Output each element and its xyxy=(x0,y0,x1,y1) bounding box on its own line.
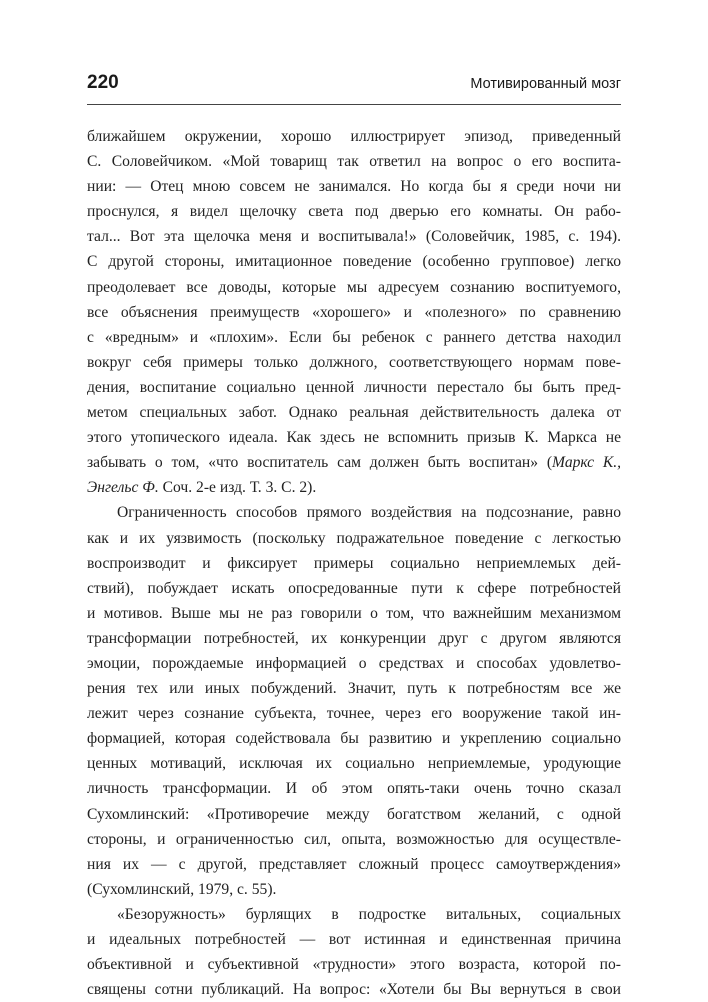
paragraph-2 xyxy=(87,500,621,902)
text-line: С другой стороны, имитационное поведение (особенно групповое) легко xyxy=(87,253,621,271)
text-line: Ограниченность способов прямого воздействия на подсознание, равно xyxy=(117,504,621,522)
citation-author-italic: Маркс К., xyxy=(552,454,621,472)
text-line: священы сотни публикаций. На вопрос: «Хотели бы Вы вернуться в свои xyxy=(87,981,621,999)
text-line: все объяснения преимуществ «хорошего» и «полезного» по сравнению xyxy=(87,303,621,321)
running-title: Мотивированный мозг xyxy=(470,76,621,92)
text-line: эмоции, порождаемые информацией о средствах и способах удовлетво- xyxy=(87,654,621,672)
text-line: трансформации потребностей, их конкуренции друг с другом являются xyxy=(87,629,621,647)
text-line: рения тех или иных побуждений. Значит, путь к потребностям все же xyxy=(87,680,621,698)
paragraph-1 xyxy=(87,124,621,500)
text-line: и идеальных потребностей — вот истинная и единственная причина xyxy=(87,931,621,948)
page-number: 220 xyxy=(87,72,119,93)
text-line: формацией, которая содействовала бы развитию и укреплению социально xyxy=(87,730,621,748)
page-header xyxy=(87,72,621,100)
text-line: и мотивов. Выше мы не раз говорили о том, что важнейшим механизмом xyxy=(87,604,621,622)
text-line: как и их уязвимость (поскольку подражательное поведение с легкостью xyxy=(87,529,621,547)
text-run: Соч. 2-е изд. Т. 3. С. 2). xyxy=(158,479,317,497)
text-line: ствий), побуждает искать опосредованные пути к сфере потребностей xyxy=(87,579,621,597)
text-line: ценных мотиваций, исключая их социально неприемлемые, уродующие xyxy=(87,755,621,773)
text-line: С. Соловейчиком. «Мой товарищ так ответил на вопрос о его воспита- xyxy=(87,153,621,171)
text-line: личность трансформации. И об этом опять-таки очень точно сказал xyxy=(87,780,621,798)
text-line xyxy=(87,450,621,475)
text-line: нии: — Отец мною совсем не занимался. Но когда бы я среди ночи ни xyxy=(87,178,621,196)
text-line: этого утопического идеала. Как здесь не вспомнить призыв К. Маркса не xyxy=(87,429,621,447)
text-line: проснулся, я видел щелочку света под дверью его комнаты. Он рабо- xyxy=(87,203,621,221)
citation-author-italic: Энгельс Ф. xyxy=(87,479,159,497)
text-line: воспроизводит и фиксирует примеры социально неприемлемых дей- xyxy=(87,554,621,572)
text-line: (Сухомлинский, 1979, с. 55). xyxy=(87,880,277,898)
header-rule xyxy=(87,104,621,105)
text-line: объективной и субъективной «трудности» этого возраста, которой по- xyxy=(87,956,621,974)
text-line: стороны, и ограниченностью сил, опыта, возможностью для осуществле- xyxy=(87,830,621,848)
paragraph-3 xyxy=(87,902,621,1002)
text-line: ближайшем окружении, хорошо иллюстрирует эпизод, приведенный xyxy=(87,128,621,145)
text-line: Сухомлинский: «Противоречие между богатством желаний, с одной xyxy=(87,805,621,823)
text-line: тал... Вот эта щелочка меня и воспитывала!» (Соловейчик, 1985, с. 194). xyxy=(87,228,621,246)
body-text xyxy=(87,124,621,1002)
text-line: «Безоружность» бурлящих в подростке витальных, социальных xyxy=(117,905,621,923)
text-run: забывать о том, «что воспитатель сам должен быть воспитан» ( xyxy=(87,454,553,472)
text-line: преодолевает все доводы, которые мы адресуем сознанию воспитуемого, xyxy=(87,278,621,296)
text-line xyxy=(87,475,621,500)
text-line: вокруг себя примеры только должного, соответствующего нормам пове- xyxy=(87,353,621,371)
text-line: лежит через сознание субъекта, точнее, через его вооружение такой ин- xyxy=(87,705,621,723)
text-line: ния их — с другой, представляет сложный процесс самоутверждения» xyxy=(87,855,621,873)
text-line: дения, воспитание социально ценной личности перестало бы быть пред- xyxy=(87,378,621,396)
text-line: метом специальных забот. Однако реальная действительность далека от xyxy=(87,404,621,422)
text-line: с «вредным» и «плохим». Если бы ребенок с раннего детства находил xyxy=(87,328,621,346)
